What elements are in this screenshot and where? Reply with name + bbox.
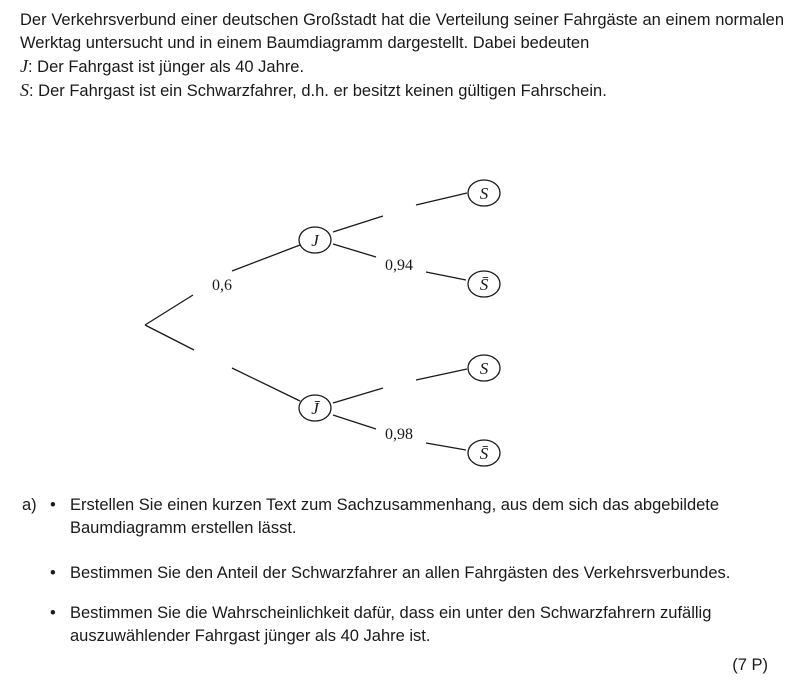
definition-j-symbol: J — [20, 56, 28, 76]
definition-j — [20, 55, 784, 79]
branch-root-jbar-part1 — [145, 325, 194, 350]
definition-s-symbol: S — [20, 80, 29, 100]
task-item-text: Bestimmen Sie die Wahrscheinlichkeit dafür, dass ein unter den Schwarzfahrern zufällig auszuwählender Fahrgast jünger als 40 Jahre ist. — [70, 604, 712, 645]
task-item — [50, 494, 784, 540]
definition-s — [20, 79, 784, 103]
branch-label-jbar-sbar: 0,98 — [385, 426, 413, 443]
bullet-icon: • — [50, 496, 56, 514]
branch-root-j-part2 — [232, 245, 300, 271]
task-item — [50, 562, 784, 585]
node-s-upper-label: S — [479, 184, 489, 203]
node-sbar-lower-label: S̄ — [479, 444, 489, 463]
node-sbar-upper-label: S̄ — [479, 275, 489, 294]
branch-jbar-s-part1 — [333, 388, 383, 403]
node-s-lower-label: S — [479, 359, 489, 378]
branch-label-j-sbar: 0,94 — [385, 257, 413, 274]
definition-j-text: : Der Fahrgast ist jünger als 40 Jahre. — [28, 58, 305, 76]
tree-diagram — [0, 160, 800, 480]
branch-jbar-sbar-part2 — [426, 443, 466, 450]
bullet-icon: • — [50, 564, 56, 582]
task-item-text: Erstellen Sie einen kurzen Text zum Sachzusammenhang, aus dem sich das abgebildete Baumdiagramm erstellen lässt. — [70, 496, 720, 537]
intro-text — [20, 9, 784, 103]
bullet-icon: • — [50, 604, 56, 622]
branch-j-s-part2 — [416, 193, 467, 205]
branch-jbar-sbar-part1 — [333, 415, 376, 429]
task-item — [50, 602, 784, 648]
task-list-2 — [50, 562, 784, 585]
branch-j-sbar-part2 — [426, 272, 466, 280]
task-item-text: Bestimmen Sie den Anteil der Schwarzfahrer an allen Fahrgästen des Verkehrsverbundes. — [70, 564, 731, 582]
node-j-label: J — [311, 231, 319, 250]
branch-root-j-part1 — [145, 295, 193, 325]
points-label: (7 P) — [732, 656, 768, 674]
task-list-3 — [50, 602, 784, 648]
intro-paragraph: Der Verkehrsverbund einer deutschen Großstadt hat die Verteilung seiner Fahrgäste an einem normalen Werktag untersucht und in einem Baumdiagramm dargestellt. Dabei bedeuten — [20, 11, 784, 52]
task-list — [50, 494, 784, 540]
task-label: a) — [22, 496, 37, 514]
branch-j-s-part1 — [333, 216, 383, 232]
branch-j-sbar-part1 — [333, 244, 376, 257]
definition-s-text: : Der Fahrgast ist ein Schwarzfahrer, d.h. er besitzt keinen gültigen Fahrschein. — [29, 82, 607, 100]
node-jbar-label: J̄ — [311, 399, 319, 418]
branch-root-jbar-part2 — [232, 368, 300, 401]
branch-label-root-j: 0,6 — [212, 277, 232, 294]
branch-jbar-s-part2 — [416, 369, 467, 380]
